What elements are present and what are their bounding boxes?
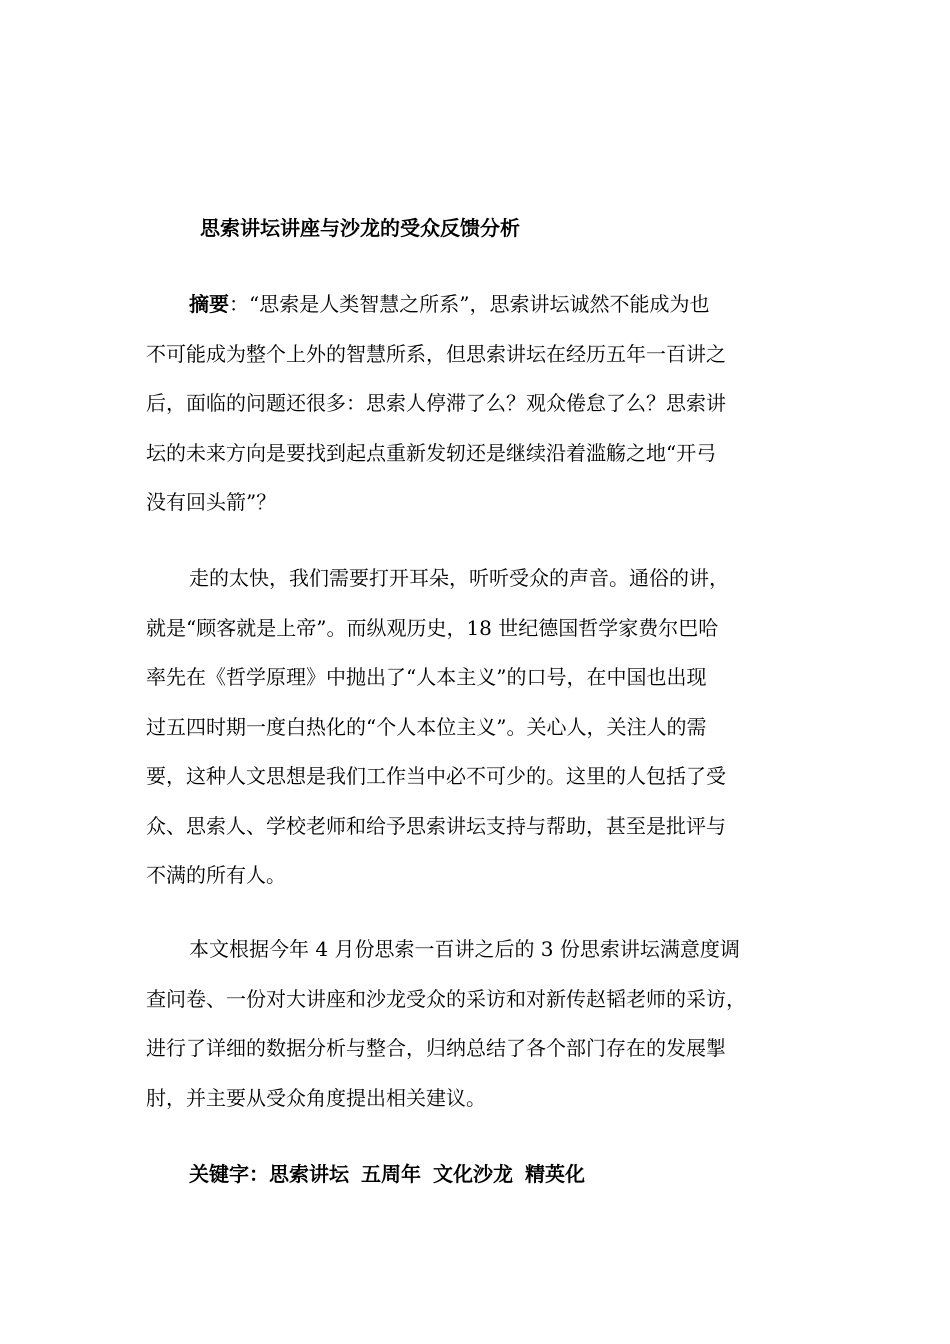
paragraph-line: 过五四时期一度白热化的“个人本位主义”。关心人，关注人的需: [146, 714, 707, 739]
paragraph-line: 不满的所有人。: [146, 863, 286, 887]
body-paragraph: [146, 925, 822, 1123]
keyword: 文化沙龙: [433, 1162, 513, 1186]
abstract-section: [146, 280, 822, 528]
abstract-line: 不可能成为整个上外的智慧所系，但思索讲坛在经历五年一百讲之: [146, 341, 726, 366]
abstract-line: 坛的未来方向是要找到起点重新发轫还是继续沿着滥觞之地“开弓: [146, 440, 717, 465]
paragraph-line: 本文根据今年 4 月份思索一百讲之后的 3 份思索讲坛满意度调: [189, 937, 740, 961]
paragraph-line: 就是“顾客就是上帝”。而纵观历史，18 世纪德国哲学家费尔巴哈: [146, 615, 719, 640]
keywords-label: 关键字：: [189, 1162, 269, 1186]
paragraph-line: 要，这种人文思想是我们工作当中必不可少的。这里的人包括了受: [146, 764, 726, 788]
abstract-line: [146, 280, 822, 330]
document-title: 思索讲坛讲座与沙龙的受众反馈分析: [200, 216, 520, 240]
abstract-colon: ：: [229, 292, 249, 316]
paragraph-line: 走的太快，我们需要打开耳朵，听听受众的声音。通俗的讲，: [189, 566, 729, 590]
keyword: 精英化: [525, 1162, 585, 1186]
paragraph-line: 肘，并主要从受众角度提出相关建议。: [146, 1085, 486, 1110]
abstract-label: 摘要: [189, 292, 229, 316]
keyword: 五周年: [361, 1162, 421, 1186]
paragraph-line: 众、思索人、学校老师和给予思索讲坛支持与帮助，甚至是批评与: [146, 813, 726, 838]
paragraph-line: 查问卷、一份对大讲座和沙龙受众的采访和对新传赵韬老师的采访，: [146, 986, 746, 1011]
keywords-line: [189, 1150, 585, 1200]
body-paragraph: [146, 554, 822, 901]
abstract-text: “思索是人类智慧之所系”，思索讲坛诚然不能成为也: [249, 292, 710, 316]
keyword: 思索讲坛: [269, 1162, 349, 1186]
abstract-line: 后，面临的问题还很多：思索人停滞了么？观众倦怠了么？思索讲: [146, 391, 726, 415]
paragraph-line: 率先在《哲学原理》中抛出了“人本主义”的口号，在中国也出现: [146, 665, 707, 689]
abstract-line: 没有回头箭”？: [146, 490, 277, 514]
paragraph-line: 进行了详细的数据分析与整合，归纳总结了各个部门存在的发展掣: [146, 1036, 726, 1060]
